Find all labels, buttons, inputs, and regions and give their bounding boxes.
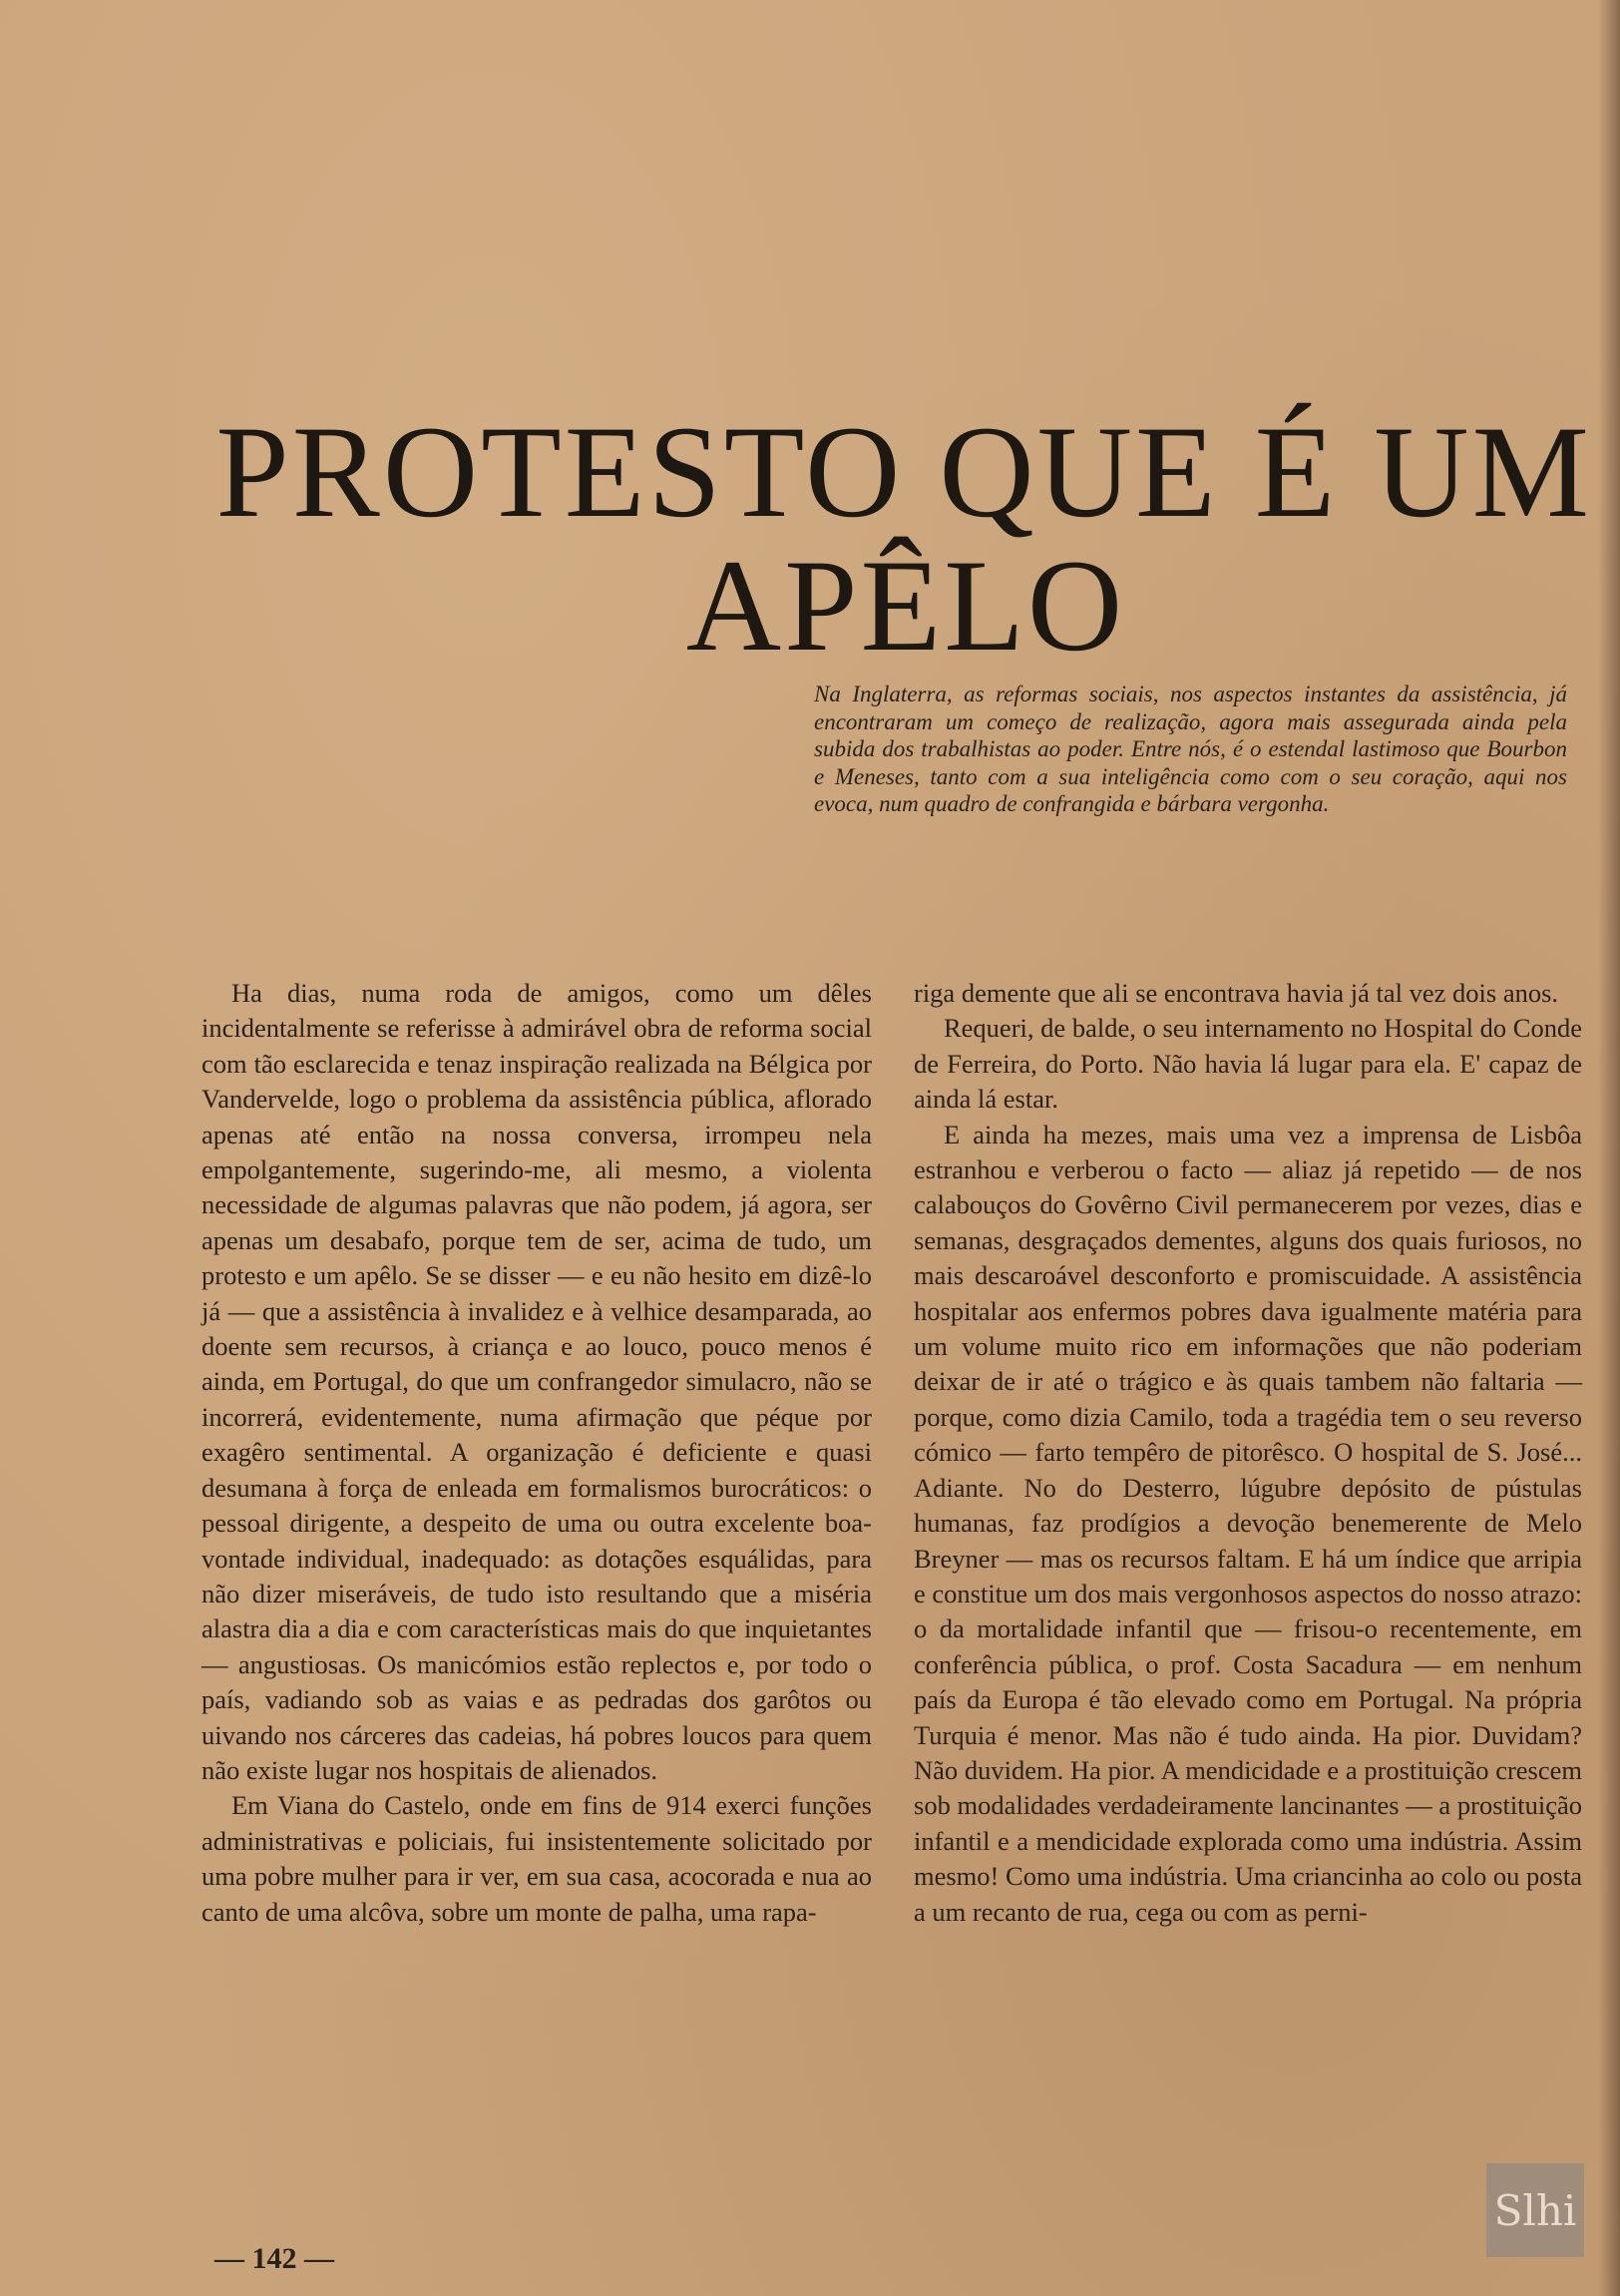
title-line-1: PROTESTO QUE É UM	[215, 398, 1592, 546]
lead-paragraph: Na Inglaterra, as reformas sociais, nos aspectos instantes da assistência, já encontraram um começo de realização, agora mais assegurada ainda pela subida dos trabalhistas ao poder. Entre nós, é o estendal lastimoso que Bourbon e Meneses, tanto com a sua inteligência como com o seu coração, aqui nos evoca, num quadro de confrangida e bárbara vergonha.	[814, 682, 1567, 816]
left-paragraph-2: Em Viana do Castelo, onde em fins de 914 exerci funções administrativas e policiais, fui insistentemente solicitado por uma pobre mulher para ir ver, em sua casa, acocorada e nua ao canto de uma alcôva, sobre um monte de palha, uma rapa-	[202, 1790, 872, 1927]
title-line-2: APÊLO	[685, 532, 1126, 680]
right-paragraph-3: E ainda ha mezes, mais uma vez a imprensa de Lisbôa estranhou e verberou o facto — aliaz já repetido — de nos calabouços do Govêrno Civil permanecerem por vezes, dias e semanas, desgraçados dementes, alguns dos quais furiosos, no mais descaroável desconforto e promiscuidade. A assistência hospitalar aos enfermos pobres dava igualmente matéria para um volume muito rico em informações que não poderiam deixar de ir até o trágico e às quais tambem não faltaria — porque, como dizia Camilo, toda a tragédia tem o seu reverso cómico — farto tempêro de pitorêsco. O hospital de S. José... Adiante. No do Desterro, lúgubre depósito de pústulas humanas, faz prodígios a devoção benemerente de Melo Breyner — mas os recursos faltam. E há um índice que arripia e constitue um dos mais vergonhosos aspectos do nosso atrazo: o da mortalidade infantil que — frisou-o recentemente, em conferência pública, o prof. Costa Sacadura — em nenhum país da Europa é tão elevado como em Portugal. Na própria Turquia é menor. Mas não é tudo ainda. Ha pior. Duvidam? Não duvidem. Ha pior. A mendicidade e a prostituição crescem sob modalidades verdadeiramente lancinantes — a prostituição infantil e a mendicidade explorada como uma indústria. Assim mesmo! Como uma indústria. Uma criancinha ao colo ou posta a um recanto de rua, cega ou com as perni-	[914, 1119, 1583, 1927]
right-column	[914, 976, 1582, 1930]
page-edge-shadow	[1598, 0, 1620, 2296]
library-logo: Slhi	[1486, 2163, 1584, 2257]
right-paragraph-1: riga demente que ali se encontrava havia já tal vez dois anos.	[914, 978, 1559, 1008]
right-paragraph-2: Requeri, de balde, o seu internamento no Hospital do Conde de Ferreira, do Porto. Não havia lá lugar para ela. E' capaz de ainda lá estar.	[914, 1013, 1582, 1115]
page-number: — 142 —	[214, 2242, 334, 2275]
left-paragraph-1: Ha dias, numa roda de amigos, como um dêles incidentalmente se referisse à admirável obra de reforma social com tão esclarecida e tenaz inspiração realizada na Bélgica por Vandervelde, logo o problema da assistência pública, aflorado apenas até então na nossa conversa, irrompeu nela empolgantemente, sugerindo-me, ali mesmo, a violenta necessidade de algumas palavras que não podem, já agora, ser apenas um desabafo, porque tem de ser, acima de tudo, um protesto e um apêlo. Se se disser — e eu não hesito em dizê-lo já — que a assistência à invalidez e à velhice desamparada, ao doente sem recursos, à criança e ao louco, pouco menos é ainda, em Portugal, do que um confrangedor simulacro, não se incorrerá, evidentemente, numa afirmação que péque por exagêro sentimental. A organização é deficiente e quasi desumana à força de enleada em formalismos burocráticos: o pessoal dirigente, a despeito de uma ou outra excelente boa-vontade individual, inadequado: as dotações esquálidas, para não dizer miseráveis, de tudo isto resultando que a miséria alastra dia a dia e com características mais do que inquietantes — angustiosas. Os manicómios estão replectos e, por todo o país, vadiando sob as vaias e as pedradas dos garôtos ou uivando nos cárceres das cadeias, há pobres loucos para quem não existe lugar nos hospitais de alienados.	[202, 978, 872, 1785]
article-title	[200, 398, 1592, 680]
left-column	[202, 976, 872, 1930]
